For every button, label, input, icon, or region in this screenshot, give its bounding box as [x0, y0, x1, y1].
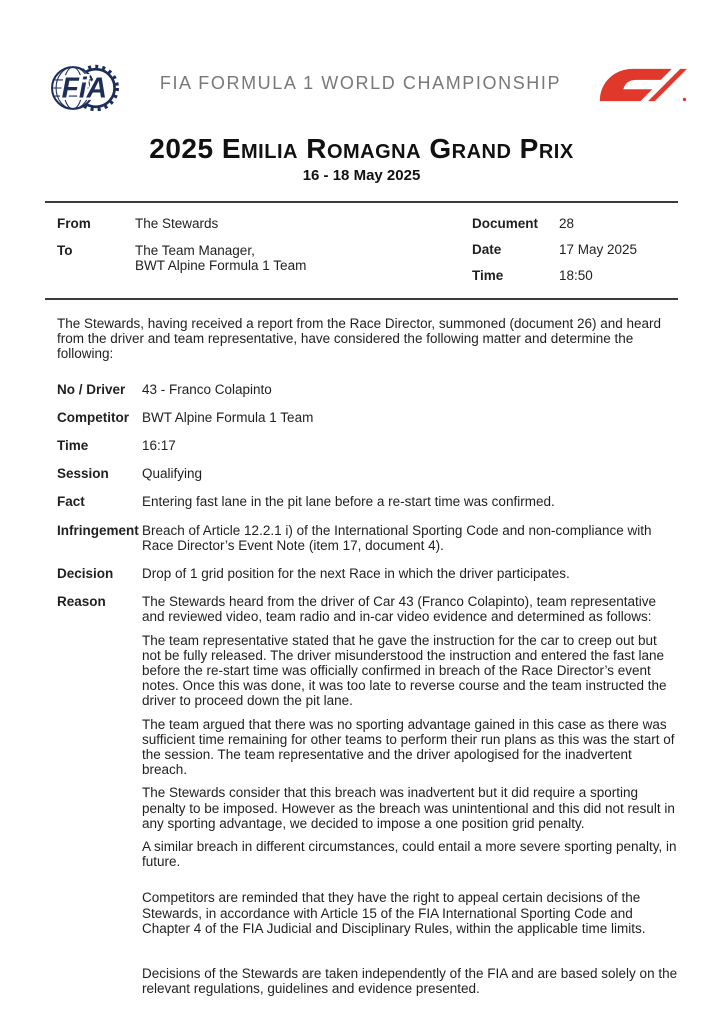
- field-row-no-driver: [57, 382, 678, 397]
- f1-logo-icon: [599, 68, 687, 107]
- field-label: Decision: [57, 566, 114, 582]
- field-label: Infringement: [57, 522, 139, 538]
- field-label: Competitor: [57, 409, 129, 425]
- fia-logo-icon: [48, 54, 122, 127]
- intro-paragraph: The Stewards, having received a report from the Race Director, summoned (document 26) and heard from the driver and team representative, have considered the following matter and determine the following:: [57, 316, 662, 362]
- document-value: 28: [559, 216, 575, 231]
- time-value: 18:50: [559, 268, 593, 283]
- reason-paragraph: The Stewards consider that this breach was inadvertent but it did require a sporting penalty to be imposed. However as the breach was unintentional and this did not result in any sporting advantage, we decided to impose a one position grid penalty.: [142, 785, 675, 831]
- field-row-infringement: [57, 523, 678, 553]
- to-value-line2: BWT Alpine Formula 1 Team: [135, 258, 307, 273]
- time-label: Time: [472, 268, 504, 283]
- title-block: [0, 133, 723, 184]
- stewards-independence-paragraph: Decisions of the Stewards are taken independently of the FIA and are based solely on the relevant regulations, guidelines and evidence presented.: [142, 966, 678, 997]
- to-label: To: [57, 243, 73, 258]
- field-value: Qualifying: [142, 466, 203, 482]
- meta-from-to: [57, 216, 306, 283]
- field-label: Reason: [57, 594, 106, 610]
- event-dates: 16 - 18 May 2025: [302, 167, 421, 184]
- reason-content: [142, 594, 678, 877]
- field-value: Breach of Article 12.2.1 i) of the International Sporting Code and non-compliance with Race Director’s Event Note (item 17, document 4).: [142, 522, 652, 553]
- championship-title: FIA FORMULA 1 WORLD CHAMPIONSHIP: [159, 73, 562, 93]
- field-value: 16:17: [142, 438, 176, 454]
- field-row-session: [57, 466, 678, 481]
- field-label: No / Driver: [57, 381, 126, 397]
- field-value: Entering fast lane in the pit lane before a re-start time was confirmed.: [142, 494, 555, 510]
- field-value: Drop of 1 grid position for the next Race in which the driver participates.: [142, 566, 570, 582]
- reason-paragraph: The team argued that there was no sporting advantage gained in this case as there was sufficient time remaining for other teams to perform their run plans as this was the start of the session. The team representative and the driver apologised for the inadvertent breach.: [142, 716, 675, 778]
- document-label: Document: [472, 216, 539, 231]
- from-value: The Stewards: [135, 216, 219, 231]
- fia-logo-text: FiA: [61, 71, 108, 104]
- field-row-fact: [57, 494, 678, 509]
- decision-fields: [45, 382, 678, 878]
- field-row-decision: [57, 566, 678, 581]
- to-value-line1: The Team Manager,: [135, 243, 255, 258]
- field-row-reason: [57, 594, 678, 877]
- field-label: Fact: [57, 494, 85, 510]
- to-value: [135, 243, 306, 273]
- appeal-rights-paragraph: Competitors are reminded that they have the right to appeal certain decisions of the Stewards, in accordance with Article 15 of the FIA International Sporting Code and Chapter 4 of the FIA Judicial and Disciplinary Rules, within the applicable time limits.: [142, 890, 646, 936]
- from-label: From: [57, 216, 91, 231]
- reason-paragraph: The Stewards heard from the driver of Car 43 (Franco Colapinto), team representative and reviewed video, team radio and in-car video evidence and determined as follows:: [142, 594, 656, 625]
- meta-document-info: [472, 216, 678, 283]
- date-value: 17 May 2025: [559, 242, 638, 257]
- meta-table: [45, 201, 678, 300]
- closing-section: [142, 890, 678, 996]
- field-label: Time: [57, 438, 89, 454]
- field-value: BWT Alpine Formula 1 Team: [142, 409, 314, 425]
- document-header: [0, 0, 723, 127]
- date-label: Date: [472, 242, 502, 257]
- field-value: 43 - Franco Colapinto: [142, 381, 272, 397]
- document-body: [0, 201, 723, 997]
- field-label: Session: [57, 466, 109, 482]
- field-row-competitor: [57, 410, 678, 425]
- event-title: 2025 Emilia Romagna Grand Prix: [149, 133, 574, 164]
- reason-paragraph: The team representative stated that he gave the instruction for the car to creep out but not be fully released. The driver misunderstood the instruction and entered the fast lane before the re-start time was officially confirmed in breach of the Race Director’s event notes. Once this was done, it was too late to reverse course and the team instructed the driver to proceed down the pit lane.: [142, 632, 667, 709]
- field-row-time: [57, 438, 678, 453]
- reason-paragraph: A similar breach in different circumstances, could entail a more severe sporting penalty, in future.: [142, 839, 677, 870]
